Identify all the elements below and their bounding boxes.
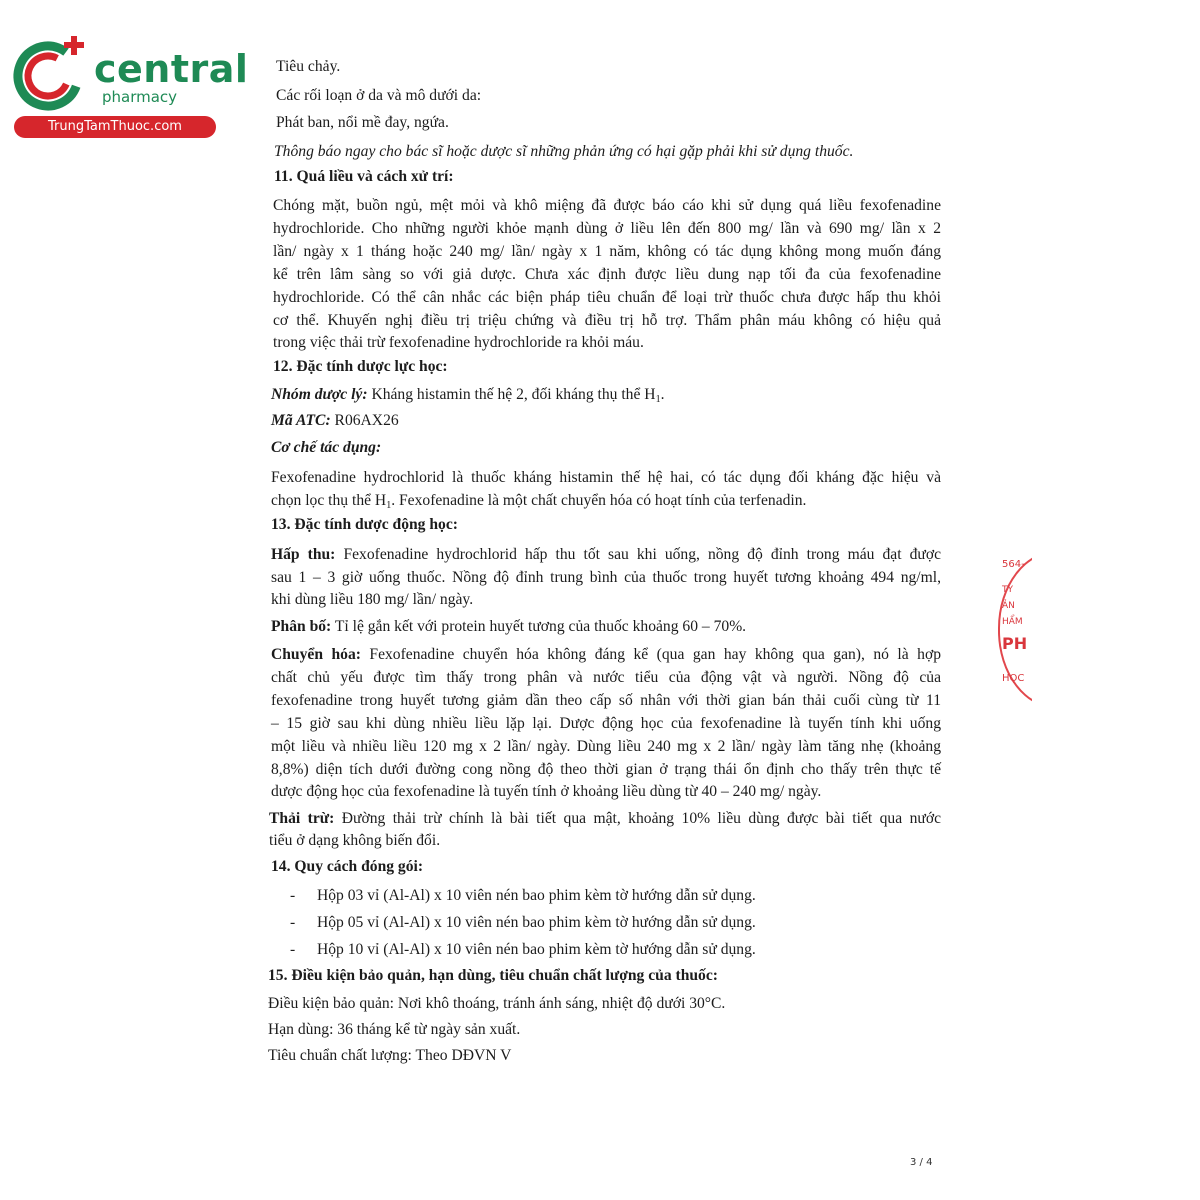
text-line: Điều kiện bảo quản: Nơi khô thoáng, tránh ánh sáng, nhiệt độ dưới 30°C. bbox=[268, 995, 726, 1012]
text-line: Hạn dùng: 36 tháng kể từ ngày sản xuất. bbox=[268, 1021, 521, 1038]
absorption-label: Hấp thu: bbox=[271, 546, 336, 563]
text-line: kể trên lâm sàng so với giả dược. Chưa xác định được liều dung nạp tối đa của fexofenadine bbox=[273, 266, 941, 283]
text-line: Tiêu chảy. bbox=[276, 58, 341, 75]
text-line: dược động học của fexofenadine là tuyến tính ở khoảng liều dùng từ 40 – 240 mg/ ngày. bbox=[271, 783, 822, 800]
central-pharmacy-logo bbox=[8, 36, 249, 146]
text-line: Tiêu chuẩn chất lượng: Theo DĐVN V bbox=[268, 1047, 512, 1064]
page-number: 3 / 4 bbox=[910, 1157, 933, 1168]
elimination-label: Thải trừ: bbox=[269, 810, 335, 827]
pharmacologic-group-value: Kháng histamin thế hệ 2, đối kháng thụ thể H bbox=[367, 386, 656, 403]
list-item bbox=[290, 940, 890, 960]
text-span: Fexofenadine chuyển hóa không đáng kể (qua gan hay không qua gan), nó là hợp bbox=[360, 646, 941, 663]
text-span: Đường thải trừ chính là bài tiết qua mật, khoảng 10% liều dùng được bài tiết qua nước bbox=[334, 810, 941, 827]
text-line: trong việc thải trừ fexofenadine hydrochloride ra khỏi máu. bbox=[273, 334, 644, 351]
elimination-line bbox=[269, 809, 941, 829]
stamp-text: TY bbox=[1002, 585, 1013, 595]
text-line: khi dùng liều 180 mg/ lần/ ngày. bbox=[271, 591, 474, 608]
pharmacologic-group-line bbox=[271, 385, 664, 410]
stamp-text: PH bbox=[1002, 634, 1028, 653]
subscript: 1 bbox=[386, 500, 392, 511]
atc-value: R06AX26 bbox=[330, 412, 399, 429]
pharmacy-cross-logo-icon bbox=[8, 36, 92, 120]
distribution-line bbox=[271, 617, 746, 637]
text-line: sau 1 – 3 giờ uống thuốc. Nồng độ đỉnh trung bình của thuốc trong huyết tương khoảng 494 ng/ml, bbox=[271, 569, 941, 586]
list-item bbox=[290, 913, 890, 933]
distribution-label: Phân bố: bbox=[271, 618, 332, 635]
stamp-text: 564- bbox=[1002, 559, 1025, 570]
text-line: tiểu ở dạng không biến đổi. bbox=[269, 832, 441, 849]
section-heading-14: 14. Quy cách đóng gói: bbox=[271, 858, 424, 875]
text-line: Phát ban, nổi mề đay, ngứa. bbox=[276, 114, 449, 131]
period: . bbox=[660, 386, 665, 403]
text-line: chất chủ yếu được tìm thấy trong phân và nước tiểu của động vật và người. Nồng độ của bbox=[271, 669, 941, 686]
brand-website: TrungTamThuoc.com bbox=[14, 116, 216, 138]
bullet-dash: - bbox=[290, 887, 296, 904]
atc-label: Mã ATC: bbox=[271, 412, 331, 429]
brand-name: central bbox=[94, 47, 249, 91]
pharmacologic-group-label: Nhóm dược lý: bbox=[271, 386, 368, 403]
subscript: 1 bbox=[655, 394, 661, 405]
text-line: – 15 giờ sau khi dùng nhiều liều lặp lại. Dược động học của fexofenadine là tuyến tính khi uống bbox=[271, 715, 941, 732]
warning-line: Thông báo ngay cho bác sĩ hoặc dược sĩ những phản ứng có hại gặp phải khi sử dụng thuốc. bbox=[274, 143, 854, 160]
mechanism-heading: Cơ chế tác dụng: bbox=[271, 439, 382, 456]
atc-code-line bbox=[271, 411, 399, 431]
bullet-dash: - bbox=[290, 914, 296, 931]
text-line: Các rối loạn ở da và mô dưới da: bbox=[276, 87, 482, 104]
list-item-text: Hộp 10 vỉ (Al-Al) x 10 viên nén bao phim kèm tờ hướng dẫn sử dụng. bbox=[317, 941, 756, 958]
text-line: hydrochloride. Cho những người khỏe mạnh dùng ở liều lên đến 800 mg/ lần và 690 mg/ lần x 2 bbox=[273, 220, 941, 237]
text-line: lần/ ngày x 1 tháng hoặc 240 mg/ lần/ ngày x 1 năm, không có tác dụng không mong muốn đáng bbox=[273, 243, 941, 260]
section-heading-13: 13. Đặc tính dược động học: bbox=[271, 516, 458, 533]
section-heading-12: 12. Đặc tính dược lực học: bbox=[273, 358, 448, 375]
text-span: . Fexofenadine là một chất chuyển hóa có hoạt tính của terfenadin. bbox=[391, 492, 807, 509]
text-span: Fexofenadine hydrochlorid hấp thu tốt sau khi uống, nồng độ đỉnh trong máu đạt được bbox=[335, 546, 941, 563]
list-item-text: Hộp 05 vỉ (Al-Al) x 10 viên nén bao phim kèm tờ hướng dẫn sử dụng. bbox=[317, 914, 756, 931]
text-line: cơ thể. Khuyến nghị điều trị triệu chứng và điều trị hỗ trợ. Thẩm phân máu không có hiệu quả bbox=[273, 312, 941, 329]
text-line: fexofenadine trong huyết tương giảm dần theo cấp số nhân với thời gian bán thải cuối cùng từ 11 bbox=[271, 692, 941, 709]
company-stamp bbox=[996, 550, 1032, 705]
text-line: một liều và nhiều liều 120 mg x 2 lần/ ngày. Dùng liều 240 mg x 2 lần/ ngày làm tăng nhẹ (khoảng bbox=[271, 738, 941, 755]
text-line: hydrochloride. Có thể cân nhắc các biện pháp tiêu chuẩn để loại trừ thuốc chưa được hấp thu khỏi bbox=[273, 289, 941, 306]
bullet-dash: - bbox=[290, 941, 296, 958]
text-line: 8,8%) diện tích dưới đường cong nồng độ theo thời gian ở trạng thái ổn định cho thấy trên thực tế bbox=[271, 761, 941, 778]
text-span: Tỉ lệ gắn kết với protein huyết tương của thuốc khoảng 60 – 70%. bbox=[331, 618, 747, 635]
stamp-text: HẨM bbox=[1002, 617, 1023, 627]
text-line: Fexofenadine hydrochlorid là thuốc kháng histamin thế hệ hai, có tác dụng đối kháng đặc hiệu và bbox=[271, 469, 941, 486]
text-line: Chóng mặt, buồn ngủ, mệt mỏi và khô miệng đã được báo cáo khi sử dụng quá liều fexofenadine bbox=[273, 197, 941, 214]
list-item-text: Hộp 03 vỉ (Al-Al) x 10 viên nén bao phim kèm tờ hướng dẫn sử dụng. bbox=[317, 887, 756, 904]
text-line bbox=[271, 491, 806, 516]
absorption-line bbox=[271, 545, 941, 565]
section-heading-15: 15. Điều kiện bảo quản, hạn dùng, tiêu chuẩn chất lượng của thuốc: bbox=[268, 967, 718, 984]
stamp-text: HỌC bbox=[1002, 673, 1025, 684]
brand-subtitle: pharmacy bbox=[102, 88, 178, 106]
section-heading-11: 11. Quá liều và cách xử trí: bbox=[274, 168, 454, 185]
stamp-text: ẢN bbox=[1002, 601, 1015, 611]
metabolism-label: Chuyển hóa: bbox=[271, 646, 361, 663]
metabolism-line bbox=[271, 645, 941, 665]
list-item bbox=[290, 886, 890, 906]
text-span: chọn lọc thụ thể H bbox=[271, 492, 387, 509]
